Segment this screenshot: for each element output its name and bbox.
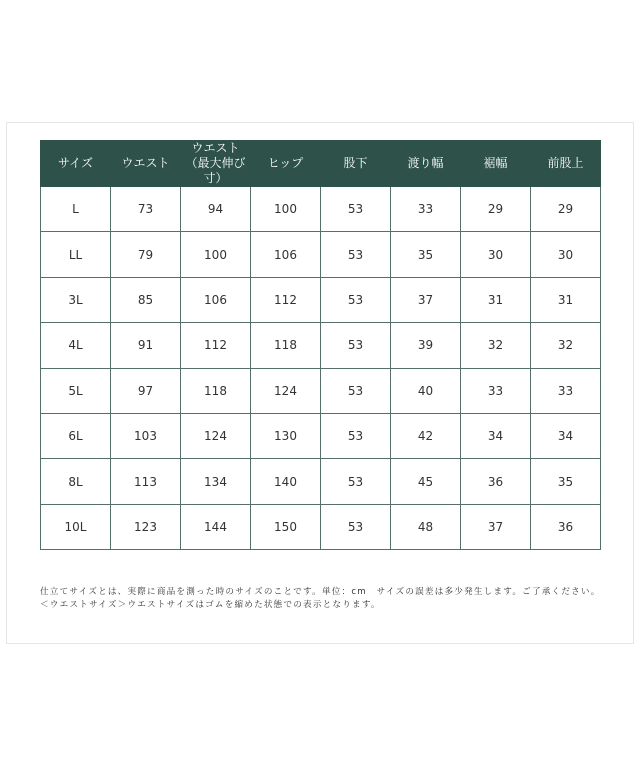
table-cell: 112	[251, 277, 321, 322]
table-cell: 144	[181, 504, 251, 549]
table-cell: 31	[531, 277, 601, 322]
table-cell: 118	[181, 368, 251, 413]
table-cell: 34	[531, 413, 601, 458]
table-cell: 106	[181, 277, 251, 322]
table-cell: 8L	[41, 459, 111, 504]
table-cell: 6L	[41, 413, 111, 458]
header-inseam: 股下	[321, 141, 391, 187]
table-cell: L	[41, 187, 111, 232]
table-cell: 79	[111, 232, 181, 277]
table-row	[41, 368, 601, 413]
table-cell: 103	[111, 413, 181, 458]
table-cell: 53	[321, 504, 391, 549]
table-cell: 36	[461, 459, 531, 504]
size-note: 仕立てサイズとは、実際に商品を測った時のサイズのことです。単位：cm サイズの誤差は多少発生します。ご了承ください。＜ウエストサイズ＞ウエストサイズはゴムを縮めた状態での表示となります。	[40, 587, 601, 610]
table-cell: 112	[181, 323, 251, 368]
table-cell: 31	[461, 277, 531, 322]
header-waist-max: ウエスト（最大伸び寸）	[181, 141, 251, 187]
table-cell: 30	[531, 232, 601, 277]
table-cell: LL	[41, 232, 111, 277]
table-cell: 124	[251, 368, 321, 413]
table-row	[41, 277, 601, 322]
table-cell: 113	[111, 459, 181, 504]
table-cell: 33	[461, 368, 531, 413]
table-cell: 53	[321, 323, 391, 368]
table-cell: 35	[391, 232, 461, 277]
table-row	[41, 504, 601, 549]
table-cell: 4L	[41, 323, 111, 368]
table-cell: 3L	[41, 277, 111, 322]
header-thigh-width: 渡り幅	[391, 141, 461, 187]
table-cell: 33	[391, 187, 461, 232]
table-cell: 130	[251, 413, 321, 458]
table-cell: 45	[391, 459, 461, 504]
table-cell: 42	[391, 413, 461, 458]
table-cell: 85	[111, 277, 181, 322]
table-cell: 32	[461, 323, 531, 368]
table-cell: 29	[531, 187, 601, 232]
table-cell: 53	[321, 232, 391, 277]
table-row	[41, 459, 601, 504]
table-cell: 140	[251, 459, 321, 504]
table-cell: 40	[391, 368, 461, 413]
table-cell: 134	[181, 459, 251, 504]
header-hip: ヒップ	[251, 141, 321, 187]
table-cell: 35	[531, 459, 601, 504]
table-cell: 94	[181, 187, 251, 232]
table-cell: 124	[181, 413, 251, 458]
table-cell: 53	[321, 368, 391, 413]
header-waist: ウエスト	[111, 141, 181, 187]
table-cell: 106	[251, 232, 321, 277]
table-cell: 118	[251, 323, 321, 368]
header-front-rise: 前股上	[531, 141, 601, 187]
table-cell: 53	[321, 459, 391, 504]
table-row	[41, 187, 601, 232]
table-cell: 29	[461, 187, 531, 232]
table-cell: 53	[321, 413, 391, 458]
size-chart-table	[40, 140, 601, 550]
table-cell: 73	[111, 187, 181, 232]
table-row	[41, 323, 601, 368]
table-cell: 100	[181, 232, 251, 277]
table-header-row	[41, 141, 601, 187]
table-cell: 53	[321, 187, 391, 232]
table-cell: 91	[111, 323, 181, 368]
table-cell: 36	[531, 504, 601, 549]
table-cell: 37	[391, 277, 461, 322]
header-size: サイズ	[41, 141, 111, 187]
table-cell: 53	[321, 277, 391, 322]
table-cell: 33	[531, 368, 601, 413]
table-row	[41, 413, 601, 458]
header-hem-width: 裾幅	[461, 141, 531, 187]
table-cell: 30	[461, 232, 531, 277]
table-cell: 5L	[41, 368, 111, 413]
table-cell: 97	[111, 368, 181, 413]
table-cell: 150	[251, 504, 321, 549]
table-cell: 34	[461, 413, 531, 458]
table-cell: 39	[391, 323, 461, 368]
table-cell: 123	[111, 504, 181, 549]
table-cell: 32	[531, 323, 601, 368]
table-cell: 48	[391, 504, 461, 549]
table-row	[41, 232, 601, 277]
table-cell: 100	[251, 187, 321, 232]
table-cell: 37	[461, 504, 531, 549]
table-cell: 10L	[41, 504, 111, 549]
